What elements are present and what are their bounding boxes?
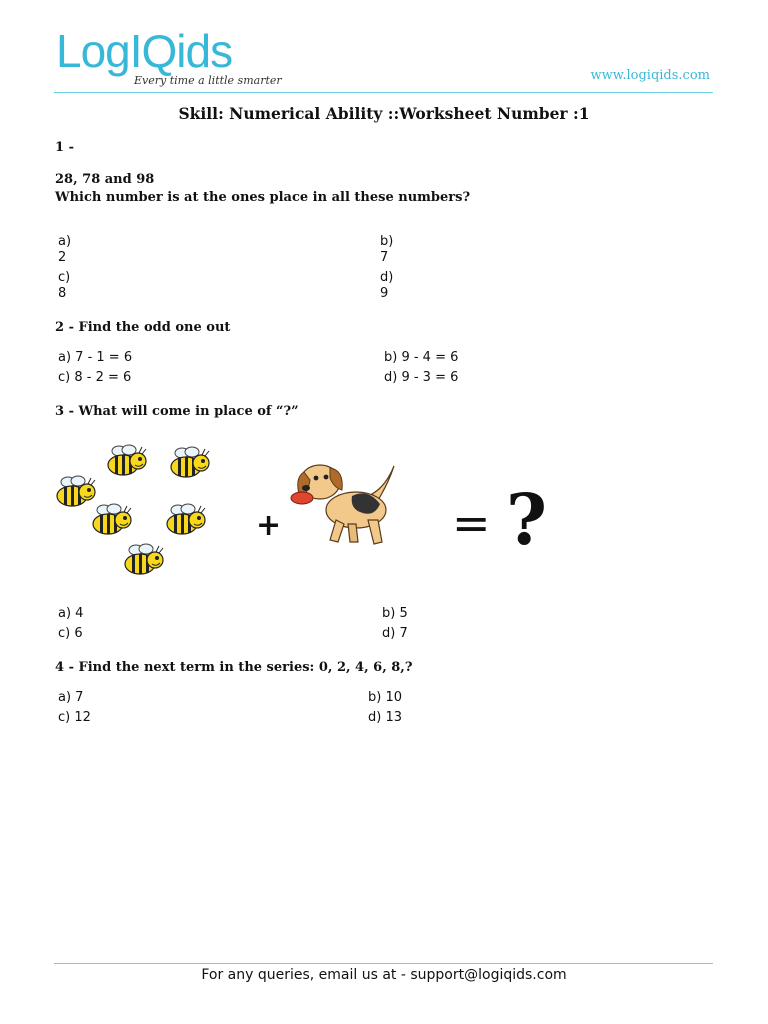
bee [167,504,205,534]
q4-option-c[interactable]: c) 12 [58,710,91,725]
dog-illustration [290,458,400,548]
bees-illustration [50,440,230,590]
plus-sign: + [256,508,282,543]
q3-option-b[interactable]: b) 5 [382,606,408,621]
site-url-link[interactable]: www.logiqids.com [590,68,710,83]
q2-question: 2 - Find the odd one out [55,320,231,335]
q1-option-a[interactable] [58,234,71,266]
footer-divider [54,963,713,964]
q1-numbers-line: 28, 78 and 98 [55,172,155,187]
q1-option-d[interactable] [380,270,393,302]
option-value: 2 [58,250,67,265]
logo-wordmark: LogIQids [56,25,233,77]
equals-sign: = [452,496,491,550]
bee [171,447,209,477]
q1-option-c[interactable] [58,270,70,302]
option-value: 8 [58,286,67,301]
logiqids-logo [56,25,296,88]
worksheet-title: Skill: Numerical Ability ::Worksheet Number :1 [178,104,590,123]
q3-option-c[interactable]: c) 6 [58,626,83,641]
header-divider [54,92,713,93]
option-label: b) [380,234,394,249]
q1-option-b[interactable] [380,234,393,266]
option-value: 9 [380,286,389,301]
q1-question: Which number is at the ones place in all these numbers? [55,190,471,205]
q4-option-b[interactable]: b) 10 [368,690,402,705]
option-label: d) [380,270,394,285]
bee [93,504,131,534]
bee [57,476,95,506]
q1-number: 1 - [55,140,74,155]
question-mark: ? [506,478,548,561]
q2-option-a[interactable]: a) 7 - 1 = 6 [58,350,133,365]
q3-option-d[interactable]: d) 7 [382,626,408,641]
logo-tagline: Every time a little smarter [134,74,282,87]
q2-option-d[interactable]: d) 9 - 3 = 6 [384,370,459,385]
q4-option-d[interactable]: d) 13 [368,710,402,725]
option-value: 7 [380,250,389,265]
q3-option-a[interactable]: a) 4 [58,606,84,621]
q4-option-a[interactable]: a) 7 [58,690,84,705]
footer-contact: For any queries, email us at - support@logiqids.com [201,967,567,983]
q4-question: 4 - Find the next term in the series: 0, 2, 4, 6, 8,? [55,660,413,675]
bee [108,445,146,475]
bee [125,544,163,574]
option-label: c) [58,270,71,285]
q3-question: 3 - What will come in place of “?” [55,404,299,419]
option-label: a) [58,234,72,249]
q2-option-c[interactable]: c) 8 - 2 = 6 [58,370,132,385]
q2-option-b[interactable]: b) 9 - 4 = 6 [384,350,459,365]
